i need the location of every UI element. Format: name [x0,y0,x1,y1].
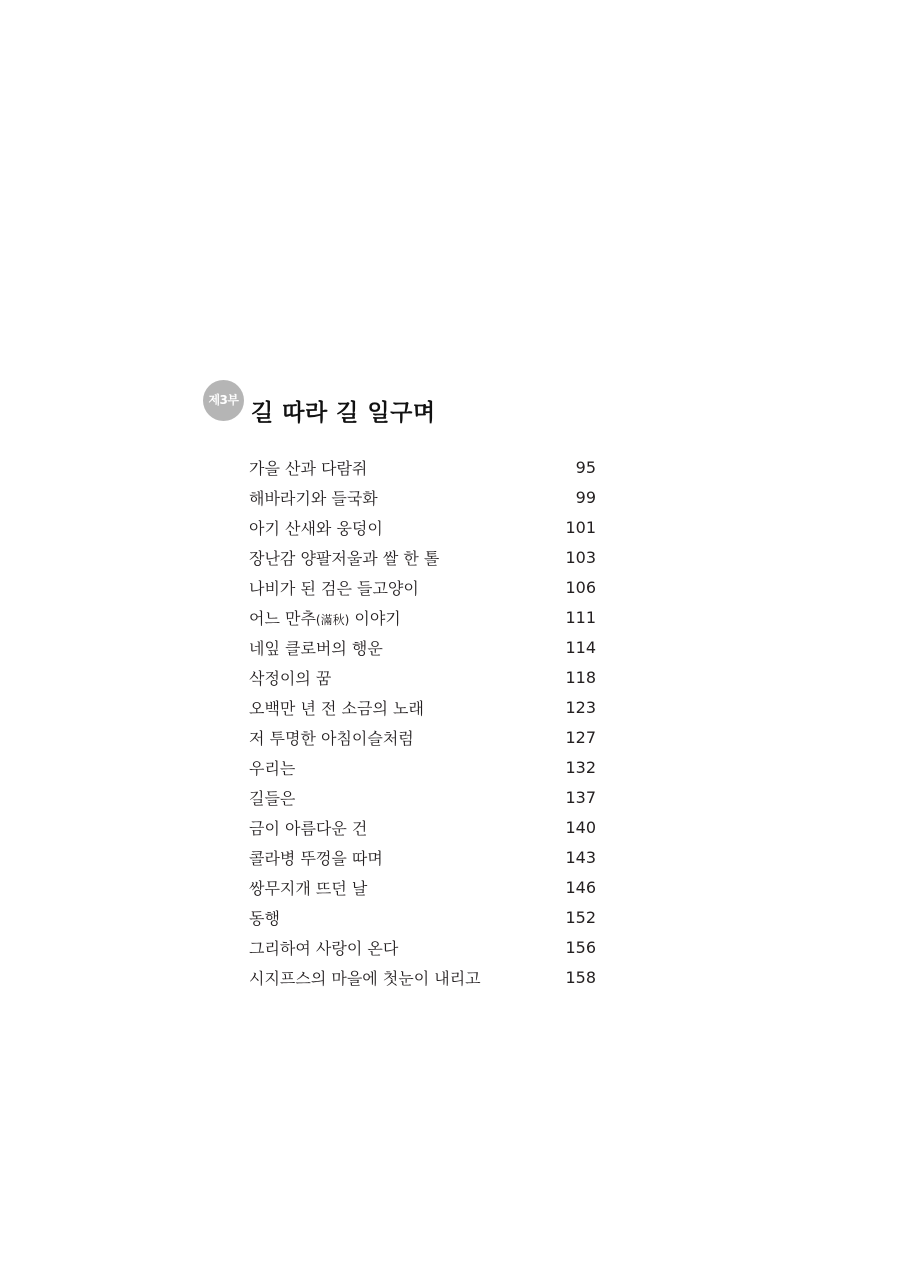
toc-entry[interactable] [249,512,596,542]
toc-entry-page: 127 [565,727,596,747]
toc-entry-page: 132 [565,757,596,777]
toc-entry[interactable] [249,783,596,813]
toc-entry-title: 길들은 [249,789,296,809]
toc-entry[interactable] [249,722,596,752]
toc-entry-title: 장난감 양팔저울과 쌀 한 톨 [249,548,440,568]
toc-entry-page: 118 [565,667,596,687]
toc-entry-page: 156 [565,938,596,958]
toc-entry-title: 우리는 [249,758,296,778]
toc-entry[interactable] [249,813,596,843]
toc-entry-page: 137 [565,788,596,808]
toc-entry-page: 123 [565,697,596,717]
toc-entry-page: 152 [565,908,596,928]
toc-entry[interactable] [249,692,596,722]
toc-entry[interactable] [249,602,596,632]
toc-entry-title: 동행 [249,909,280,929]
toc-entry[interactable] [249,903,596,933]
toc-entry-page: 114 [565,637,596,657]
toc-entry-title [249,606,401,629]
toc-entry-title: 쌍무지개 뜨던 날 [249,879,368,899]
toc-entry[interactable] [249,542,596,572]
toc-entry-title: 금이 아름다운 건 [249,819,368,839]
toc-entry-page: 146 [565,878,596,898]
toc-entry-title: 아기 산새와 웅덩이 [249,518,383,538]
toc-entry-page: 143 [565,848,596,868]
toc-entry[interactable] [249,843,596,873]
part-badge: 제3부 [203,380,244,421]
toc-entry-title: 네잎 클로버의 행운 [249,638,383,658]
toc-entry-title: 삭정이의 꿈 [249,668,332,688]
toc-entry[interactable] [249,452,596,482]
toc-entry-title: 해바라기와 들국화 [249,488,378,508]
toc-entry[interactable] [249,963,596,993]
toc-entry-page: 140 [565,818,596,838]
toc-entry-page: 99 [575,487,596,507]
toc-entry[interactable] [249,662,596,692]
toc-entry-title: 오백만 년 전 소금의 노래 [249,698,424,718]
toc-entry-page: 111 [565,607,596,627]
toc-entry-page: 158 [565,968,596,988]
table-of-contents [249,452,596,993]
toc-entry-title: 시지프스의 마을에 첫눈이 내리고 [249,969,481,989]
toc-entry-title: 나비가 된 검은 들고양이 [249,578,419,598]
part-title: 길 따라 길 일구며 [251,400,436,426]
toc-entry-title-hanja: (滿秋) [315,612,350,627]
toc-entry[interactable] [249,632,596,662]
toc-entry[interactable] [249,873,596,903]
toc-entry-title: 콜라병 뚜껑을 따며 [249,849,383,869]
toc-entry-title: 저 투명한 아침이슬처럼 [249,728,414,748]
toc-entry-title-main: 어느 만추 [249,608,316,628]
toc-entry-title-suffix: 이야기 [349,608,401,628]
toc-entry-title: 그리하여 사랑이 온다 [249,939,399,959]
toc-entry-page: 95 [575,457,596,477]
toc-entry-page: 101 [565,517,596,537]
toc-entry[interactable] [249,572,596,602]
toc-entry-page: 103 [565,547,596,567]
part-header [203,380,623,428]
toc-entry[interactable] [249,752,596,782]
toc-entry-title: 가을 산과 다람쥐 [249,458,368,478]
toc-entry[interactable] [249,482,596,512]
toc-entry-page: 106 [565,577,596,597]
toc-entry[interactable] [249,933,596,963]
